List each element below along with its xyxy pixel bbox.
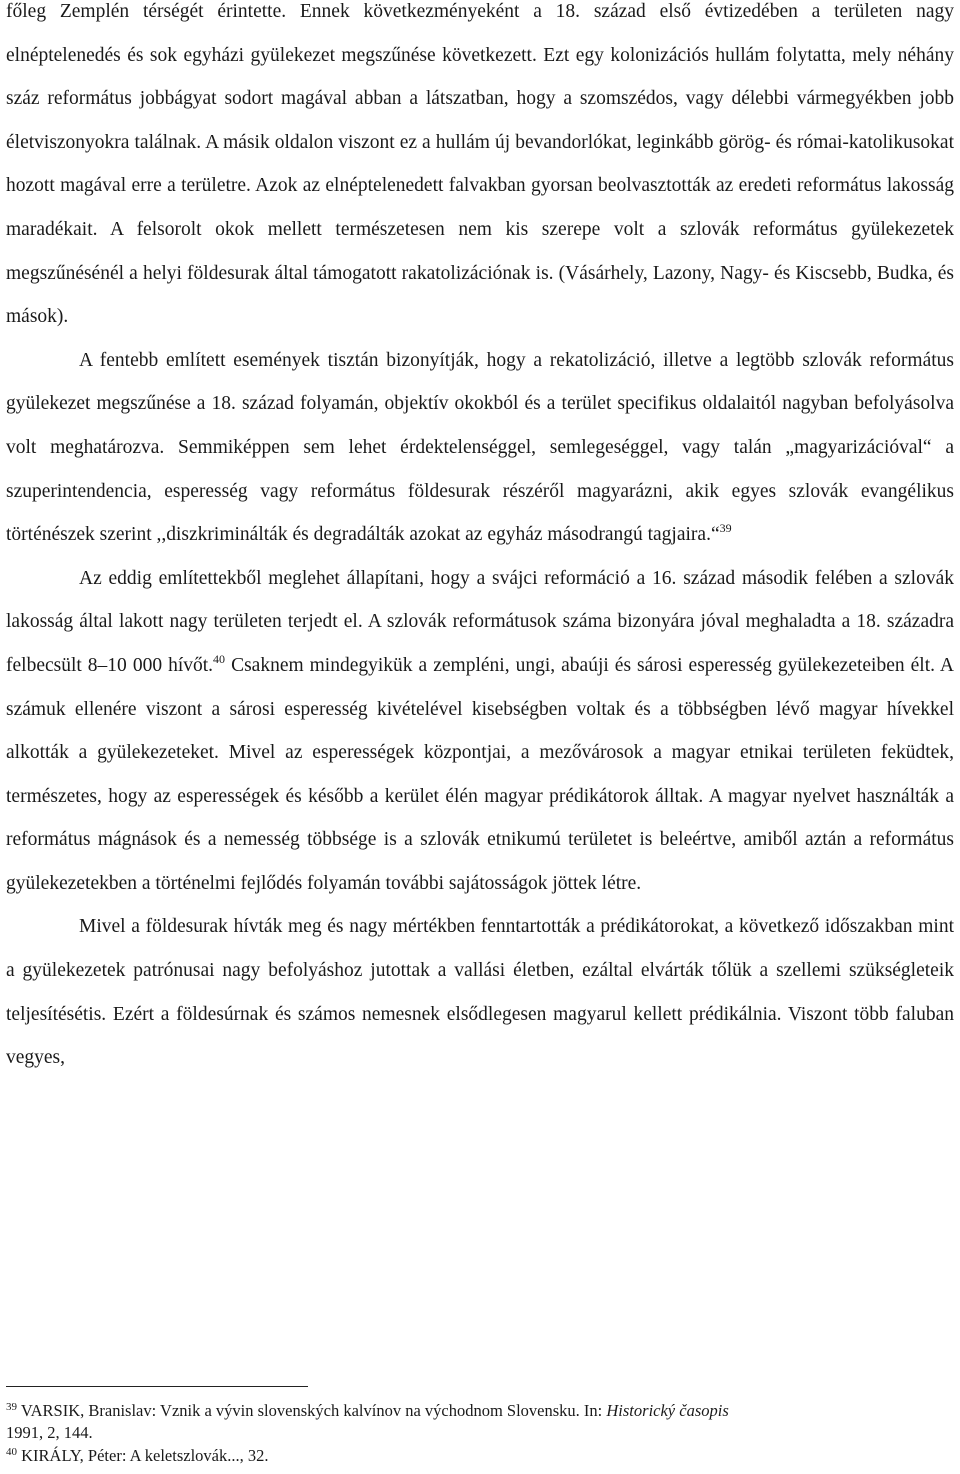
paragraph-4 bbox=[6, 905, 954, 1079]
footnote-separator bbox=[6, 1386, 308, 1387]
paragraph-text: főleg Zemplén térségét érintette. Ennek következményeként a 18. század első évtizedében a területen nagy elnéptelenedés és sok egyházi gyülekezet megszűnése következett. Ezt egy kolonizációs hullám folytatta, mely néhány száz református jobbágyat sodort magával abban a látszatban, hogy a szomszédos, vagy délebbi vármegyékben jobb életviszonyokra találnak. A másik oldalon viszont ez a hullám új bevandorlókat, leginkább görög- és római-katolikusokat hozott magával erre a területre. Azok az elnéptelenedett falvakban gyorsan beolvasztották az eredeti református lakosság maradékait. A felsorolt okok mellett természetesen nem kis szerepe volt a szlovák református gyülekezetek megszűnésénél a helyi földesurak által támogatott rakatolizációnak is. (Vásárhely, Lazony, Nagy- és Kiscsebb, Budka, és mások). bbox=[6, 1, 954, 328]
paragraph-1 bbox=[6, 0, 954, 339]
paragraph-text: Csaknem mindegyikük a zempléni, ungi, abaúji és sárosi esperesség gyülekezeteiben élt. A számuk ellenére viszont a sárosi esperesség kivételével kisebségben voltak és a többségben lévő magyar hívekkel alkották a gyülekezeteket. Mivel az esperességek központjai, a mezővárosok a magyar etnikai területen feküdtek, természetes, hogy az esperességek és később a kerület élén magyar prédikátorok álltak. A magyar nyelvet használták a református mágnások és a nemesség többsége is a szlovák etnikumú területet is beleértve, amiből aztán a református gyülekezetekben a történelmi fejlődés folyamán további sajátosságok jöttek létre. bbox=[6, 654, 955, 894]
paragraph-2 bbox=[6, 339, 954, 557]
footnote-text: 1991, 2, 144. bbox=[6, 1423, 93, 1442]
footnote-reference[interactable]: 40 bbox=[213, 651, 226, 666]
footnote-number: 39 bbox=[6, 1401, 17, 1413]
footnote-40 bbox=[6, 1445, 954, 1467]
footnote-text: KIRÁLY, Péter: A keletszlovák..., 32. bbox=[21, 1446, 269, 1465]
footnote-39 bbox=[6, 1400, 954, 1444]
footnote-journal-title: Historický časopis bbox=[606, 1401, 729, 1420]
footnote-number: 40 bbox=[6, 1446, 17, 1458]
paragraph-text: Mivel a földesurak hívták meg és nagy mértékben fenntartották a prédikátorokat, a következő időszakban mint a gyülekezetek patrónusai nagy befolyáshoz jutottak a vallási életben, ezáltal elvárták tőlük a szellemi szükségleteik teljesítésétis. Ezért a földesúrnak és számos nemesnek elsődlegesen magyarul kellett prédikálnia. Viszont több faluban vegyes, bbox=[6, 916, 954, 1069]
body-text bbox=[6, 0, 954, 1080]
footnotes bbox=[6, 1400, 954, 1467]
document-page bbox=[6, 0, 954, 1080]
paragraph-3 bbox=[6, 557, 954, 906]
paragraph-text: A fentebb említett események tisztán bizonyítják, hogy a rekatolizáció, illetve a legtöbb szlovák református gyülekezet megszűnése a 18. század folyamán, objektív okokból és a terület specifikus oldalaitól nagyban befolyásolva volt meghatározva. Semmiképpen sem lehet érdektelenséggel, semlegeséggel, vagy talán „magyarizációval“ a szuperintendencia, esperesség vagy református földesurak részéről magyarázni, akik egyes szlovák evangélikus történészek szerint ,,diszkriminálták és degradálták azokat az egyház másodrangú tagjaira.“ bbox=[6, 349, 954, 546]
paragraph-text: Az eddig említettekből meglehet állapítani, hogy a svájci reformáció a 16. század második felében a szlovák lakosság által lakott nagy területen terjedt el. A szlovák reformátusok száma bizonyára jóval meghaladta a 18. századra felbecsült 8–10 000 hívőt. bbox=[6, 567, 954, 676]
footnote-reference[interactable]: 39 bbox=[719, 521, 732, 536]
footnote-text: VARSIK, Branislav: Vznik a vývin slovenských kalvínov na východnom Slovensku. In: bbox=[20, 1401, 607, 1420]
